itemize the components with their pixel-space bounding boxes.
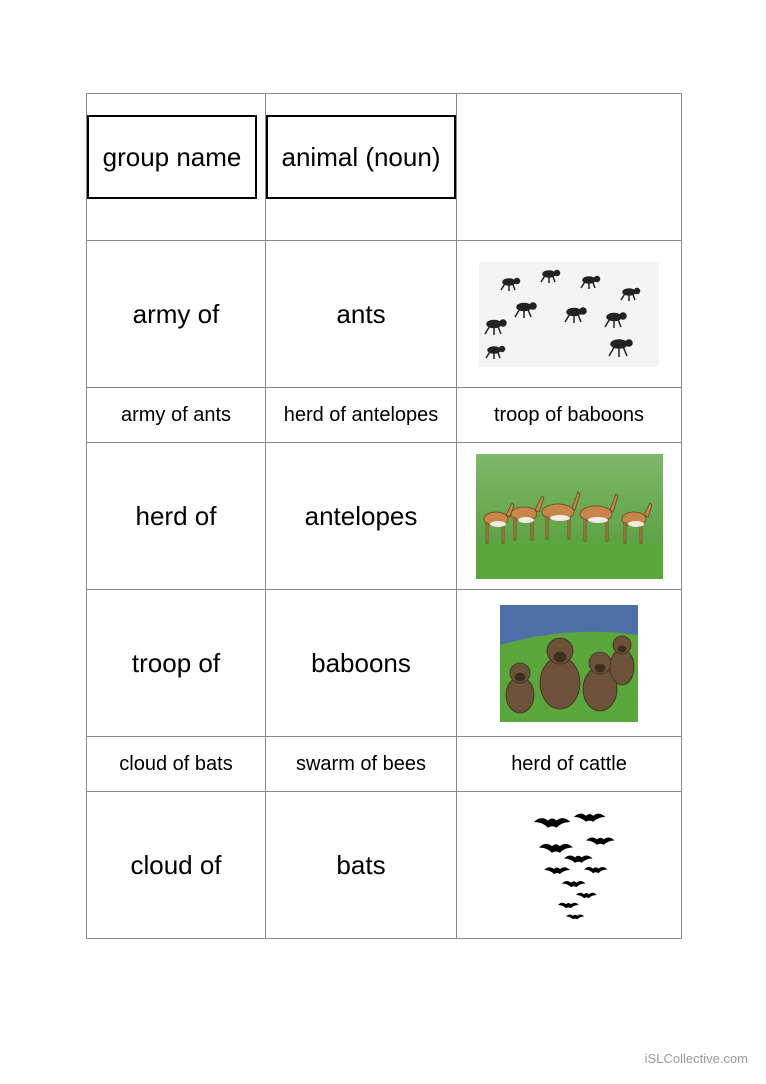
card-row-ants (87, 241, 682, 388)
ants-photo (479, 262, 659, 367)
label-cell: herd of cattle (457, 737, 682, 792)
label-row-2 (87, 737, 682, 792)
label-cell: troop of baboons (457, 388, 682, 443)
header-cell-empty (457, 94, 682, 241)
label-cell: swarm of bees (266, 737, 457, 792)
animal-cell: baboons (266, 590, 457, 737)
label-cell: cloud of bats (87, 737, 266, 792)
worksheet-table (86, 93, 682, 939)
label-row-1 (87, 388, 682, 443)
group-cell: cloud of (87, 792, 266, 939)
group-cell: herd of (87, 443, 266, 590)
label-cell: herd of antelopes (266, 388, 457, 443)
card-row-antelopes (87, 443, 682, 590)
group-cell: army of (87, 241, 266, 388)
card-row-baboons (87, 590, 682, 737)
image-cell (457, 590, 682, 737)
animal-noun-heading: animal (noun) (266, 115, 456, 199)
image-cell (457, 241, 682, 388)
animal-cell: ants (266, 241, 457, 388)
animal-cell: bats (266, 792, 457, 939)
group-name-heading: group name (87, 115, 257, 199)
header-cell-animal (266, 94, 457, 241)
antelopes-photo (476, 454, 663, 579)
watermark: iSLCollective.com (644, 1051, 748, 1066)
group-cell: troop of (87, 590, 266, 737)
baboons-photo (500, 605, 638, 722)
image-cell (457, 792, 682, 939)
header-row (87, 94, 682, 241)
animal-cell: antelopes (266, 443, 457, 590)
image-cell (457, 443, 682, 590)
header-cell-group (87, 94, 266, 241)
card-row-bats (87, 792, 682, 939)
bats-silhouette (514, 805, 624, 925)
label-cell: army of ants (87, 388, 266, 443)
